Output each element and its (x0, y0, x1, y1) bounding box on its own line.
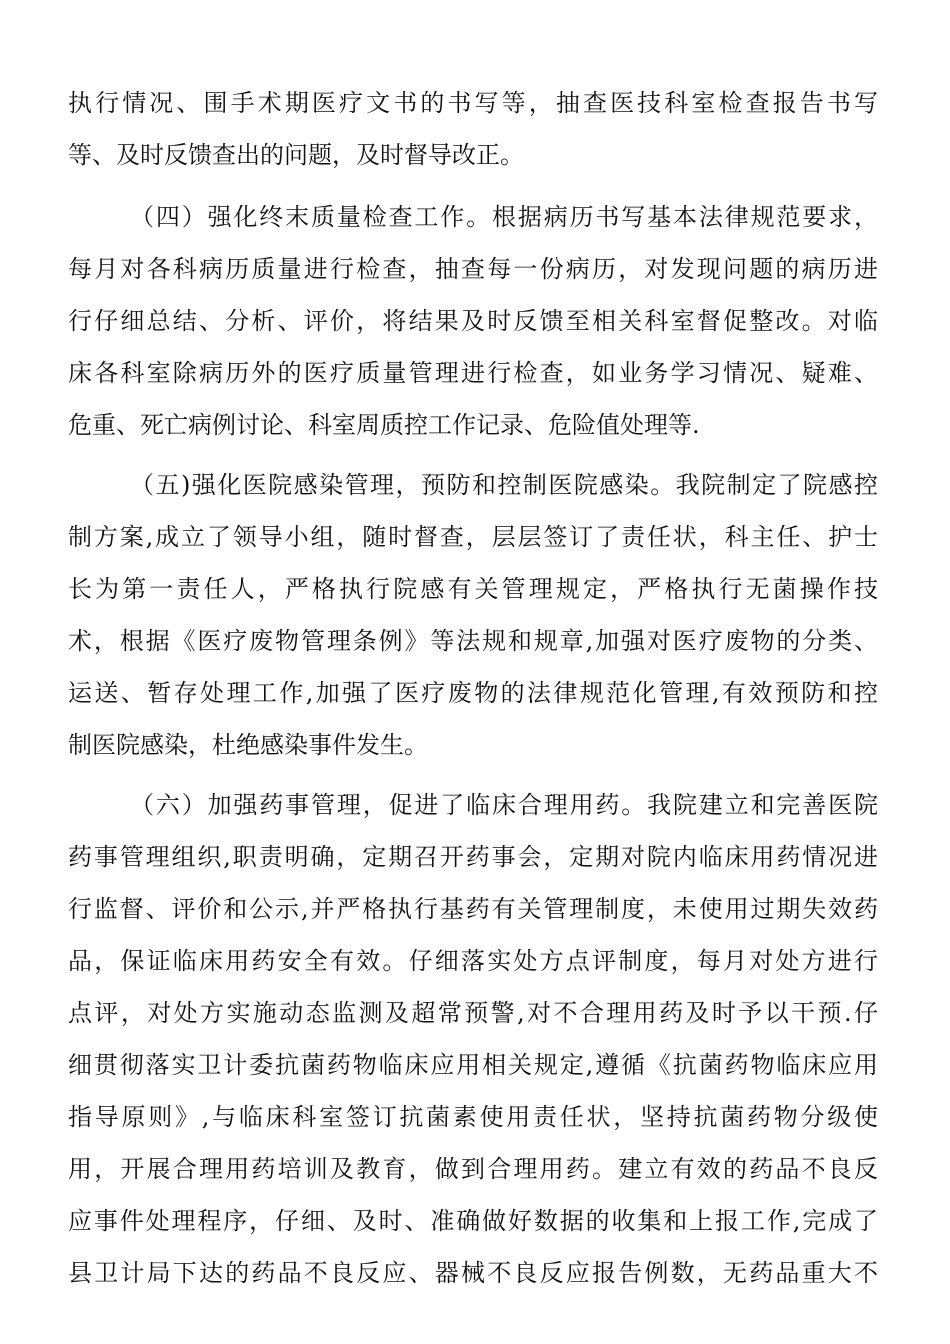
text-line: 药事管理组织,职责明确，定期召开药事会，定期对院内临床用药情况进 (68, 843, 878, 871)
text-line: 用，开展合理用药培训及教育，做到合理用药。建立有效的药品不良反 (68, 1155, 878, 1183)
text-line: 应事件处理程序，仔细、及时、准确做好数据的收集和上报工作,完成了 (68, 1207, 878, 1235)
text-line: 县卫计局下达的药品不良反应、器械不良反应报告例数，无药品重大不 (68, 1259, 878, 1287)
text-line: 指导原则》,与临床科室签订抗菌素使用责任状，坚持抗菌药物分级使 (68, 1103, 878, 1131)
text-line: 每月对各科病历质量进行检查，抽查每一份病历，对发现问题的病历进 (68, 255, 878, 283)
text-line: 床各科室除病历外的医疗质量管理进行检查，如业务学习情况、疑难、 (68, 359, 878, 387)
paragraph-heading-6: （六）加强药事管理，促进了临床合理用药。我院建立和完善医院 (130, 791, 878, 819)
text-line: 执行情况、围手术期医疗文书的书写等，抽查医技科室检查报告书写 (68, 89, 878, 117)
text-line: 长为第一责任人，严格执行院感有关管理规定，严格执行无菌操作技 (68, 575, 878, 603)
text-line: 危重、死亡病例讨论、科室周质控工作记录、危险值处理等. (68, 411, 700, 439)
text-line: 制方案,成立了领导小组，随时督查，层层签订了责任状，科主任、护士 (68, 523, 878, 551)
text-line: 行仔细总结、分析、评价，将结果及时反馈至相关科室督促整改。对临 (68, 307, 878, 335)
paragraph-heading-4: （四）强化终末质量检查工作。根据病历书写基本法律规范要求， (130, 203, 878, 231)
text-line: 运送、暂存处理工作,加强了医疗废物的法律规范化管理,有效预防和控 (68, 679, 878, 707)
text-line: 行监督、评价和公示,并严格执行基药有关管理制度，未使用过期失效药 (68, 895, 878, 923)
text-line: 等、及时反馈查出的问题，及时督导改正。 (68, 141, 524, 169)
text-line: 细贯彻落实卫计委抗菌药物临床应用相关规定,遵循《抗菌药物临床应用 (68, 1051, 878, 1079)
text-line: 制医院感染，杜绝感染事件发生。 (68, 731, 428, 759)
text-line: 术，根据《医疗废物管理条例》等法规和规章,加强对医疗废物的分类、 (68, 627, 878, 655)
text-line: 点评，对处方实施动态监测及超常预警,对不合理用药及时予以干预.仔 (68, 999, 878, 1027)
paragraph-heading-5: （五)强化医院感染管理，预防和控制医院感染。我院制定了院感控 (130, 471, 878, 499)
text-line: 品，保证临床用药安全有效。仔细落实处方点评制度，每月对处方进行 (68, 947, 878, 975)
